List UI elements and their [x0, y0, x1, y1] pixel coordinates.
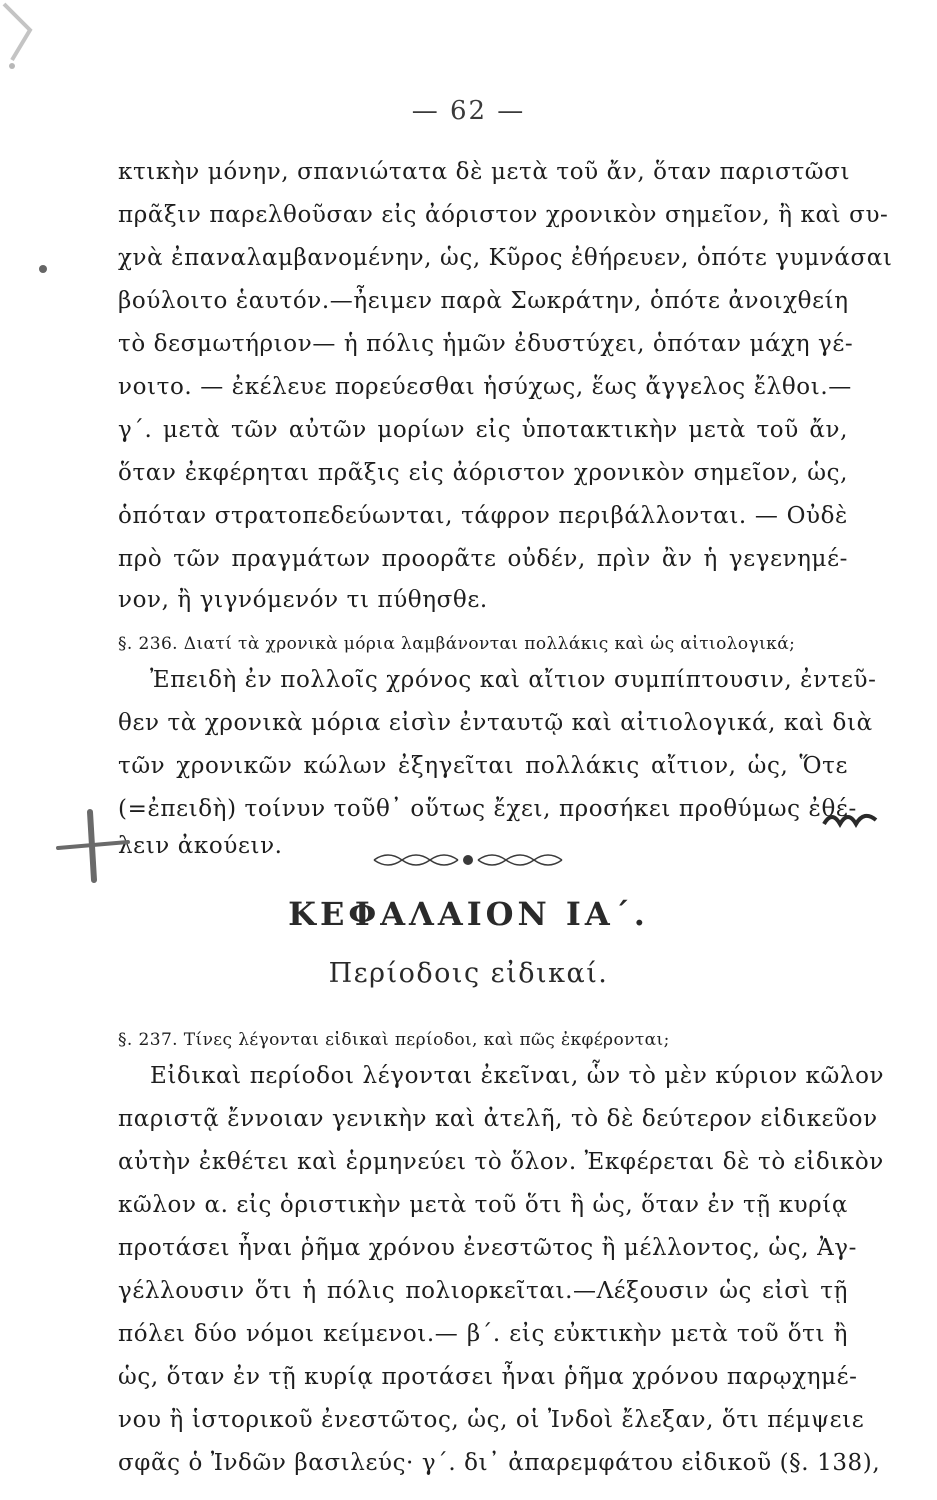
text-line: ὡς, ὅταν ἐν τῇ κυρίᾳ προτάσει ἦναι ῥῆμα χρόνου παρῳχημέ-: [118, 1364, 858, 1390]
ink-scribble-mark: [820, 806, 880, 836]
chapter-subtitle: Περίοδοις εἰδικαί.: [328, 958, 609, 989]
text-line: τὸ δεσμωτήριον— ἡ πόλις ἡμῶν ἐδυστύχει, ὁπόταν μάχη γέ-: [118, 331, 854, 357]
section-heading: §. 237. Τίνες λέγονται εἰδικαὶ περίοδοι, καὶ πῶς ἐκφέρονται;: [118, 1030, 670, 1050]
text-line: πόλει δύο νόμοι κείμενοι.— β΄. εἰς εὐκτικὴν μετὰ τοῦ ὅτι ἢ: [118, 1321, 848, 1347]
text-line: θεν τὰ χρονικὰ μόρια εἰσὶν ἐνταυτῷ καὶ αἰτιολογικά, καὶ διὰ: [118, 710, 873, 736]
text-line: Ἐπειδὴ ἐν πολλοῖς χρόνος καὶ αἴτιον συμπίπτουσιν, ἐντεῦ-: [150, 667, 877, 693]
text-line: ὅταν ἐκφέρηται πρᾶξις εἰς ἀόριστον χρονικὸν σημεῖον, ὡς,: [118, 460, 848, 486]
text-line: γ΄. μετὰ τῶν αὐτῶν μορίων εἰς ὑποτακτικὴν μετὰ τοῦ ἄν,: [118, 417, 848, 443]
text-line: νοιτο. — ἐκέλευε πορεύεσθαι ἡσύχως, ἕως ἄγγελος ἔλθοι.—: [118, 374, 852, 400]
text-line: γέλλουσιν ὅτι ἡ πόλις πολιορκεῖται.—Λέξουσιν ὡς εἰσὶ τῇ: [118, 1278, 848, 1304]
text-line: ὁπόταν στρατοπεδεύωνται, τάφρον περιβάλλονται. — Οὐδὲ: [118, 503, 848, 529]
text-line: βούλοιτο ἑαυτόν.—ἦειμεν παρὰ Σωκράτην, ὁπότε ἀνοιχθείη: [118, 288, 849, 314]
text-line: λειν ἀκούειν.: [118, 833, 283, 859]
text-line: κτικὴν μόνην, σπανιώτατα δὲ μετὰ τοῦ ἄν, ὅταν παριστῶσι: [118, 159, 851, 185]
text-line: νου ἢ ἱστορικοῦ ἐνεστῶτος, ὡς, οἱ Ἰνδοὶ ἔλεξαν, ὅτι πέμψειε: [118, 1407, 865, 1433]
text-line: προτάσει ἦναι ῥῆμα χρόνου ἐνεστῶτος ἢ μέλλοντος, ὡς, Ἀγ-: [118, 1235, 858, 1261]
text-line: αὐτὴν ἐκθέτει καὶ ἑρμηνεύει τὸ ὅλον. Ἐκφέρεται δὲ τὸ εἰδικὸν: [118, 1149, 884, 1175]
chapter-title: ΚΕΦΑΛΑΙΟΝ ΙΑ΄.: [288, 895, 649, 933]
margin-dot-mark: [36, 262, 50, 276]
page-number: — 62 —: [411, 96, 526, 126]
text-line: τῶν χρονικῶν κώλων ἐξηγεῖται πολλάκις αἴτιον, ὡς, Ὅτε: [118, 753, 848, 779]
text-line: (=ἐπειδὴ) τοίνυν τοῦθ᾽ οὕτως ἔχει, προσήκει προθύμως ἐθέ-: [118, 796, 857, 822]
section-heading: §. 236. Διατί τὰ χρονικὰ μόρια λαμβάνονται πολλάκις καὶ ὡς αἰτιολογικά;: [118, 634, 796, 654]
cross-ink-mark: [52, 806, 132, 886]
text-line: σφᾶς ὁ Ἰνδῶν βασιλεύς· γ΄. δι᾽ ἀπαρεμφάτου εἰδικοῦ (§. 138),: [118, 1450, 881, 1476]
decorative-ornament: [368, 848, 568, 872]
corner-stain-mark: [0, 0, 60, 80]
text-line: παριστᾷ ἔννοιαν γενικὴν καὶ ἀτελῆ, τὸ δὲ δεύτερον εἰδικεῦον: [118, 1106, 878, 1132]
text-line: πρὸ τῶν πραγμάτων προορᾶτε οὐδέν, πρὶν ἂν ἡ γεγενημέ-: [118, 546, 848, 572]
text-line: πρᾶξιν παρελθοῦσαν εἰς ἀόριστον χρονικὸν σημεῖον, ἢ καὶ συ-: [118, 202, 889, 228]
text-line: Εἰδικαὶ περίοδοι λέγονται ἐκεῖναι, ὧν τὸ μὲν κύριον κῶλον: [150, 1063, 885, 1089]
text-line: νον, ἢ γιγνόμενόν τι πύθησθε.: [118, 587, 488, 613]
text-line: χνὰ ἐπαναλαμβανομένην, ὡς, Κῦρος ἐθήρευεν, ὁπότε γυμνάσαι: [118, 245, 893, 271]
text-line: κῶλον α. εἰς ὁριστικὴν μετὰ τοῦ ὅτι ἢ ὡς, ὅταν ἐν τῇ κυρίᾳ: [118, 1192, 849, 1218]
